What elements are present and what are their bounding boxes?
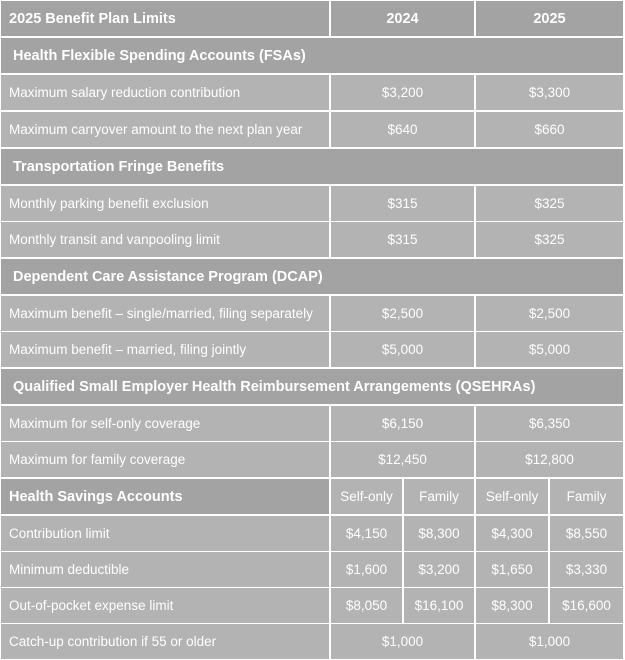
row-value-2025: $1,000 <box>476 624 623 659</box>
subheader-self-only-2024: Self-only <box>331 479 402 514</box>
row-value: $3,330 <box>550 552 623 587</box>
row-label: Monthly transit and vanpooling limit <box>1 222 329 257</box>
row-value: $8,050 <box>331 588 402 623</box>
row-value: $1,600 <box>331 552 402 587</box>
section-title-dcap: Dependent Care Assistance Program (DCAP) <box>1 259 623 294</box>
row-label: Maximum salary reduction contribution <box>1 75 329 110</box>
table-title: 2025 Benefit Plan Limits <box>1 1 329 36</box>
row-value: $1,650 <box>476 552 548 587</box>
row-value-2024: $6,150 <box>331 406 474 441</box>
column-header-2025: 2025 <box>476 1 623 36</box>
row-value-2025: $3,300 <box>476 75 623 110</box>
row-value-2025: $6,350 <box>476 406 623 441</box>
subheader-self-only-2025: Self-only <box>476 479 548 514</box>
row-value-2024: $1,000 <box>331 624 474 659</box>
row-label: Out-of-pocket expense limit <box>1 588 329 623</box>
row-value: $16,600 <box>550 588 623 623</box>
section-title-transportation: Transportation Fringe Benefits <box>1 149 623 184</box>
row-value-2025: $5,000 <box>476 332 623 367</box>
row-label: Maximum carryover amount to the next plan year <box>1 112 329 147</box>
row-label: Contribution limit <box>1 516 329 551</box>
row-label: Maximum benefit – single/married, filing separately <box>1 296 329 331</box>
row-value-2024: $12,450 <box>331 442 474 477</box>
row-label: Minimum deductible <box>1 552 329 587</box>
row-value-2025: $660 <box>476 112 623 147</box>
section-title-qsehra: Qualified Small Employer Health Reimbursement Arrangements (QSEHRAs) <box>1 369 623 404</box>
row-label: Maximum for family coverage <box>1 442 329 477</box>
row-value: $4,150 <box>331 516 402 551</box>
section-title-fsa: Health Flexible Spending Accounts (FSAs) <box>1 38 623 73</box>
row-value: $8,300 <box>404 516 474 551</box>
row-value-2025: $2,500 <box>476 296 623 331</box>
row-value-2024: $315 <box>331 222 474 257</box>
section-title-hsa: Health Savings Accounts <box>1 479 329 514</box>
column-header-2024: 2024 <box>331 1 474 36</box>
row-value: $8,550 <box>550 516 623 551</box>
row-value-2024: $640 <box>331 112 474 147</box>
row-value: $4,300 <box>476 516 548 551</box>
row-value-2024: $2,500 <box>331 296 474 331</box>
row-label: Maximum benefit – married, filing jointly <box>1 332 329 367</box>
row-value: $16,100 <box>404 588 474 623</box>
row-value-2025: $325 <box>476 186 623 221</box>
row-label: Maximum for self-only coverage <box>1 406 329 441</box>
subheader-family-2025: Family <box>550 479 623 514</box>
row-value-2025: $12,800 <box>476 442 623 477</box>
row-label: Catch-up contribution if 55 or older <box>1 624 329 659</box>
row-value-2024: $5,000 <box>331 332 474 367</box>
row-label: Monthly parking benefit exclusion <box>1 186 329 221</box>
row-value: $3,200 <box>404 552 474 587</box>
subheader-family-2024: Family <box>404 479 474 514</box>
row-value: $8,300 <box>476 588 548 623</box>
row-value-2024: $3,200 <box>331 75 474 110</box>
row-value-2024: $315 <box>331 186 474 221</box>
row-value-2025: $325 <box>476 222 623 257</box>
